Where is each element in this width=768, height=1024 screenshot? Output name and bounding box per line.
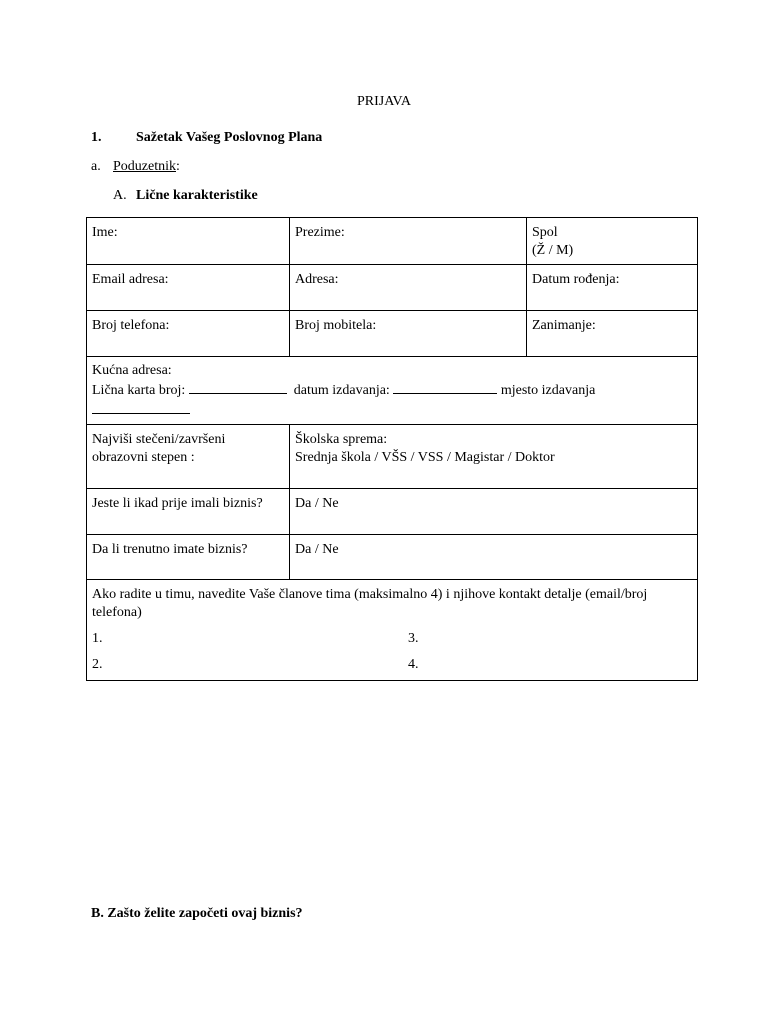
field-broj-telefona[interactable] bbox=[87, 311, 290, 357]
table-row bbox=[87, 265, 698, 311]
subsection-letter: a. bbox=[91, 159, 101, 174]
subheading-letter: A. bbox=[113, 188, 127, 203]
mjesto-izdavanja-blank[interactable] bbox=[92, 400, 190, 414]
section-b-title: B. Zašto želite započeti ovaj biznis? bbox=[91, 906, 303, 921]
section-title: Sažetak Vašeg Poslovnog Plana bbox=[136, 130, 323, 145]
field-label: Ime: bbox=[92, 225, 118, 240]
page-title: PRIJAVA bbox=[357, 94, 411, 109]
table-row bbox=[87, 218, 698, 265]
team-members-list bbox=[92, 630, 692, 674]
field-ime[interactable] bbox=[87, 218, 290, 265]
team-instruction: Ako radite u timu, navedite Vaše članove tima (maksimalno 4) i njihove kontakt detalje (email/broj telefona) bbox=[92, 587, 648, 620]
subsection-label: Poduzetnik bbox=[113, 159, 176, 174]
field-label: Najviši stečeni/završeni obrazovni stepen : bbox=[92, 432, 226, 465]
personal-info-table bbox=[86, 217, 698, 681]
field-email[interactable] bbox=[87, 265, 290, 311]
spol-options: (Ž / M) bbox=[532, 243, 574, 258]
field-label: Da li trenutno imate biznis? bbox=[92, 542, 248, 557]
team-member-1[interactable]: 1. bbox=[92, 631, 103, 646]
field-biznis-sada bbox=[87, 535, 290, 580]
datum-izdavanja-blank[interactable] bbox=[393, 380, 497, 394]
field-label: Zanimanje: bbox=[532, 318, 596, 333]
field-label: datum izdavanja: bbox=[293, 383, 390, 398]
field-label: Lična karta broj: bbox=[92, 383, 186, 398]
field-zanimanje[interactable] bbox=[527, 311, 698, 357]
team-member-4[interactable]: 4. bbox=[408, 657, 419, 672]
yes-no-options: Da / Ne bbox=[295, 496, 339, 511]
biznis-sada-answer[interactable] bbox=[290, 535, 698, 580]
field-prezime[interactable] bbox=[290, 218, 527, 265]
table-row bbox=[87, 489, 698, 535]
table-row bbox=[87, 425, 698, 489]
table-row bbox=[87, 535, 698, 580]
field-label: Spol bbox=[532, 225, 558, 240]
biznis-prije-answer[interactable] bbox=[290, 489, 698, 535]
field-kucna-adresa[interactable] bbox=[87, 357, 698, 425]
table-row bbox=[87, 580, 698, 681]
field-label: mjesto izdavanja bbox=[500, 383, 596, 398]
sprema-options: Srednja škola / VŠS / VSS / Magistar / Doktor bbox=[295, 450, 555, 465]
subsection-suffix: : bbox=[176, 159, 180, 174]
field-label: Kućna adresa: bbox=[92, 363, 172, 378]
section-number: 1. bbox=[91, 130, 102, 145]
field-label: Adresa: bbox=[295, 272, 339, 287]
field-label: Školska sprema: bbox=[295, 432, 388, 447]
field-datum-rodjenja[interactable] bbox=[527, 265, 698, 311]
field-najvisi-stepen bbox=[87, 425, 290, 489]
field-tim-clanovi[interactable] bbox=[87, 580, 698, 681]
yes-no-options: Da / Ne bbox=[295, 542, 339, 557]
field-label: Prezime: bbox=[295, 225, 345, 240]
field-label: Datum rođenja: bbox=[532, 272, 620, 287]
subsection-heading bbox=[113, 159, 180, 175]
field-spol[interactable] bbox=[527, 218, 698, 265]
field-label: Broj telefona: bbox=[92, 318, 170, 333]
id-card-line bbox=[92, 380, 692, 400]
field-label: Jeste li ikad prije imali biznis? bbox=[92, 496, 263, 511]
subheading-title: Lične karakteristike bbox=[136, 188, 258, 203]
licna-karta-blank[interactable] bbox=[189, 380, 287, 394]
field-label: Broj mobitela: bbox=[295, 318, 377, 333]
field-adresa[interactable] bbox=[290, 265, 527, 311]
field-label: Email adresa: bbox=[92, 272, 169, 287]
team-member-2[interactable]: 2. bbox=[92, 657, 103, 672]
table-row bbox=[87, 311, 698, 357]
table-row bbox=[87, 357, 698, 425]
field-skolska-sprema[interactable] bbox=[290, 425, 698, 489]
field-broj-mobitela[interactable] bbox=[290, 311, 527, 357]
team-member-3[interactable]: 3. bbox=[408, 631, 419, 646]
field-biznis-prije bbox=[87, 489, 290, 535]
